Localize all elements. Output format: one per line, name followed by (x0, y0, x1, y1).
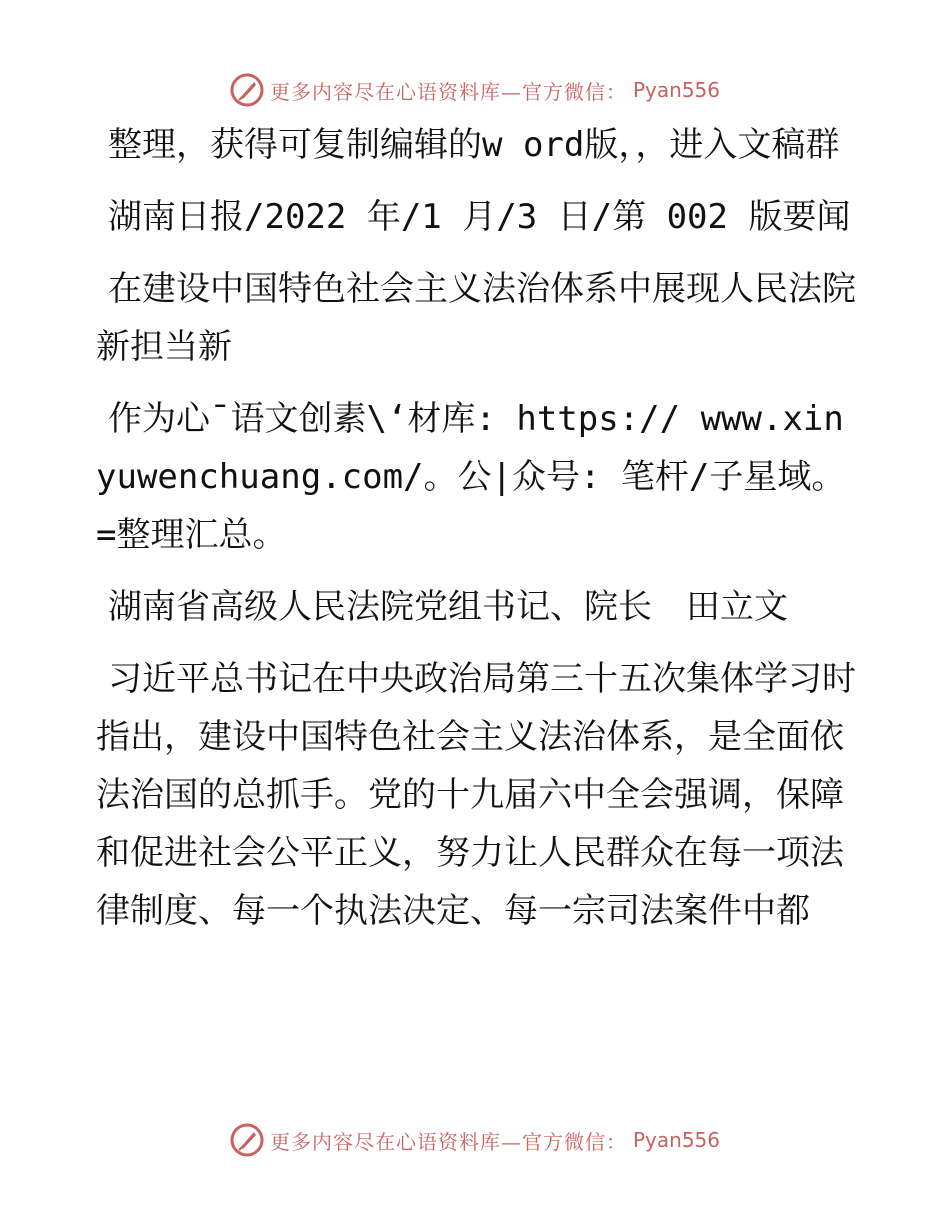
feather-pen-icon (230, 73, 264, 107)
paragraph-headline: 在建设中国特色社会主义法治体系中展现人民法院新担当新 (96, 269, 856, 367)
paragraph-author: 湖南省高级人民法院党组书记、院长 田立文 (108, 587, 788, 627)
watermark-text: 更多内容尽在心语资料库—官方微信： (269, 79, 627, 104)
watermark-text: 更多内容尽在心语资料库—官方微信： (269, 1129, 627, 1154)
watermark-wechat-id: Pyan556 (632, 1128, 720, 1152)
feather-pen-icon (230, 1123, 264, 1157)
paragraph-body: 习近平总书记在中央政治局第三十五次集体学习时指出，建设中国特色社会主义法治体系，是全面依法治国的总抓手。党的十九届六中全会强调，保障和促进社会公平正义，努力让人民群众在每一项法律制度、每一个执法决定、每一宗司法案件中都 (96, 659, 856, 931)
watermark-wechat-id: Pyan556 (632, 78, 720, 102)
footer-watermark (0, 1120, 950, 1160)
paragraph-source: 湖南日报/2022 年/1 月/3 日/第 002 版要闻 (108, 197, 851, 237)
header-watermark (0, 70, 950, 110)
document-body (96, 116, 856, 954)
paragraph-notice: 作为心¯语文创素\‘材库: https:// www.xinyuwenchuang.com/。公|众号: 笔杆/子星域。=整理汇总。 (96, 399, 846, 555)
paragraph-intro: 整理，获得可复制编辑的w ord版，，进入文稿群 (108, 125, 840, 165)
